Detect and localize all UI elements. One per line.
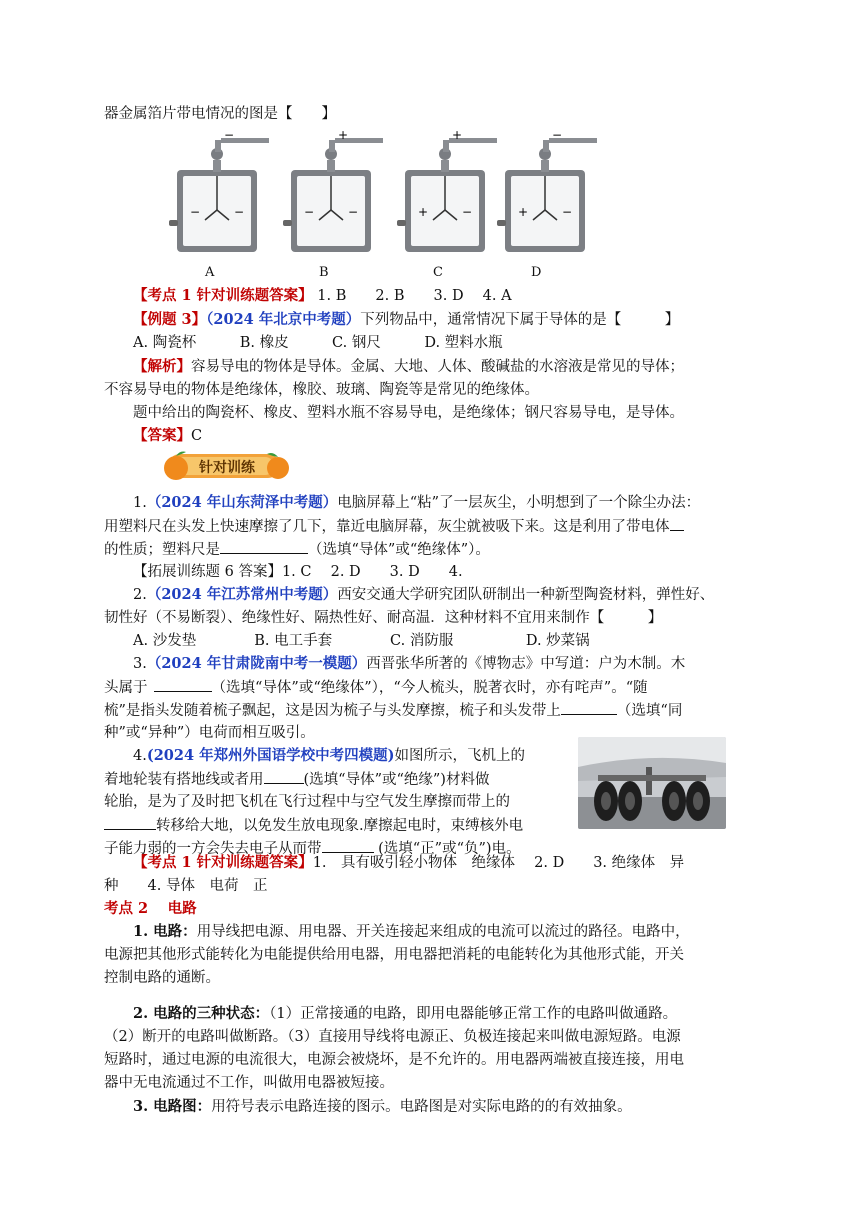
right-charge-sign: −	[461, 205, 473, 219]
electroscope-d	[493, 130, 603, 258]
left-charge-sign: +	[417, 205, 429, 219]
q3-text: 西晋张华所著的《博物志》中写道：户为木制。木	[366, 656, 686, 672]
q1-line-2	[104, 516, 684, 537]
right-charge-sign: −	[233, 205, 245, 219]
rod-collar	[327, 160, 335, 172]
right-charge-sign: −	[347, 205, 359, 219]
answer-key-2-line-2: 种 4. 导体 电荷 正	[104, 878, 268, 894]
left-charge-sign: −	[303, 205, 315, 219]
q4-blank-1[interactable]	[264, 769, 304, 784]
q2-number: 2.	[133, 587, 147, 603]
q2-options: A. 沙发垫 B. 电工手套 C. 消防服 D. 炒菜锅	[133, 633, 590, 649]
option-label-c: C	[433, 265, 443, 280]
rod-collar	[541, 160, 549, 172]
point-1-line-1	[133, 922, 690, 942]
side-knob	[397, 220, 406, 226]
q3-number: 3.	[133, 656, 147, 672]
example-3-question	[133, 310, 679, 330]
electroscope-b	[279, 130, 389, 258]
side-knob	[283, 220, 292, 226]
option-label-a: A	[205, 265, 215, 280]
point-2-text: （1）正常接通的电路，即用电器能够正常工作的电路叫做通路。	[269, 1006, 678, 1022]
q1-text-2: 用塑料尺在头发上快速摩擦了几下，靠近电脑屏幕，灰尘就被吸下来。这是利用了带电体	[104, 519, 670, 535]
top-charge-sign: −	[551, 130, 563, 142]
example-3-options: A. 陶瓷杯 B. 橡皮 C. 钢尺 D. 塑料水瓶	[133, 335, 503, 351]
option-label-d: D	[531, 265, 542, 280]
q4-blank-3[interactable]	[322, 838, 374, 853]
side-knob	[497, 220, 506, 226]
q4-line-4	[104, 815, 523, 836]
q1-blank-1[interactable]	[670, 516, 684, 531]
point-1-text: 用导线把电源、用电器、开关连接起来组成的电流可以流过的路径。电路中，	[196, 924, 690, 940]
q3-line-4: 种”或“异种”）电荷而相互吸引。	[104, 725, 315, 741]
q1-text-3: 的性质；塑料尺是	[104, 542, 220, 558]
point-2-line-2: （2）断开的电路叫做断路。（3）直接用导线将电源正、负极连接起来叫做电源短路。电源	[104, 1029, 681, 1045]
electroscope-a	[165, 130, 275, 258]
analysis-line-1	[133, 357, 684, 377]
q2-line-2: 韧性好（不易断裂）、绝缘性好、隔热性好、耐高温．这种材料不宜用来制作【 】	[104, 610, 663, 626]
point-1-line-2: 电源把其他形式能转化为电能提供给用电器，用电器把消耗的电能转化为其他形式能，开关	[104, 947, 684, 963]
top-charge-sign: −	[223, 130, 235, 142]
q4-text-4: 转移给大地，以免发生放电现象.摩擦起电时，束缚核外电	[156, 818, 524, 834]
analysis-line-2: 不容易导电的物体是绝缘体，橡胶、玻璃、陶瓷等是常见的绝缘体。	[104, 382, 539, 398]
q1-number: 1.	[133, 495, 147, 511]
q2-line-1	[133, 585, 714, 605]
q4-line-1	[133, 746, 525, 766]
q4-text-6: (选填“正”或“负”)电。	[373, 841, 521, 857]
point-2-line-4: 器中无电流通过不工作，叫做用电器被短接。	[104, 1075, 394, 1091]
q4-source: (2024 年郑州外国语学校中考四模题)	[146, 747, 395, 764]
q3-line-2	[104, 677, 648, 698]
q3-text-4: 梳”是指头发随着梳子飘起，这是因为梳子与头发摩擦，梳子和头发带上	[104, 703, 561, 719]
answer-key-1	[133, 286, 512, 306]
answer-value: C	[191, 428, 203, 444]
electroscope-c	[393, 130, 503, 258]
q3-line-1	[133, 654, 685, 674]
q1-text: 电脑屏幕上“粘”了一层灰尘，小明想到了一个除尘办法：	[337, 495, 701, 511]
rod-upper	[329, 140, 335, 152]
q4-blank-2[interactable]	[104, 815, 156, 830]
answer-key-2-line-1	[133, 853, 684, 873]
section-2-title: 考点 2 电路	[104, 900, 197, 917]
example-source: （2024 年北京中考题）	[206, 311, 361, 328]
right-charge-sign: −	[561, 205, 573, 219]
q3-blank-2[interactable]	[561, 700, 617, 715]
top-charge-sign: +	[451, 130, 463, 142]
top-charge-sign: +	[337, 130, 349, 142]
q1-source: （2024 年山东菏泽中考题）	[146, 494, 338, 511]
analysis-line-3: 题中给出的陶瓷杯、橡皮、塑料水瓶不容易导电，是绝缘体；钢尺容易导电，是导体。	[133, 405, 684, 421]
rod-collar	[441, 160, 449, 172]
q4-text-2: 着地轮装有搭地线或者用	[104, 772, 264, 788]
answer-label: 【答案】	[133, 427, 191, 444]
point-1-label: 1. 电路：	[133, 923, 197, 940]
point-3-text: 用符号表示电路连接的图示。电路图是对实际电路的的有效抽象。	[211, 1099, 632, 1115]
q4-line-3: 轮胎，是为了及时把飞机在飞行过程中与空气发生摩擦而带上的	[104, 794, 510, 810]
q4-number: 4.	[133, 748, 147, 764]
q1-text-4: （选填“导体”或“绝缘体”）。	[308, 542, 490, 558]
extension-answer: 【拓展训练题 6 答案】1. C 2. D 3. D 4.	[133, 564, 463, 580]
q2-source: （2024 年江苏常州中考题）	[146, 586, 338, 603]
q4-text-5: 子能力弱的一方会失去电子从而带	[104, 841, 322, 857]
q3-text-2: 头属于	[104, 680, 148, 696]
rod-upper	[543, 140, 549, 152]
q2-text: 西安交通大学研究团队研制出一种新型陶瓷材料，弹性好、	[337, 587, 715, 603]
point-2-line-3: 短路时，通过电源的电流很大，电源会被烧坏，是不允许的。用电器两端被直接连接，用电	[104, 1052, 684, 1068]
point-3-line-1	[133, 1097, 632, 1117]
point-2-line-1	[133, 1004, 677, 1024]
rod-collar	[213, 160, 221, 172]
side-knob	[169, 220, 178, 226]
rod-upper	[215, 140, 221, 152]
airplane-landing-gear-image	[578, 737, 726, 829]
answer-key-label: 【考点 1 针对训练题答案】	[133, 287, 313, 304]
q3-line-3	[104, 700, 682, 721]
example-text: 下列物品中，通常情况下属于导体的是【 】	[360, 312, 680, 328]
q4-text-3: (选填“导体”或“绝缘”)材料做	[303, 772, 490, 788]
q3-blank-1[interactable]	[154, 677, 212, 692]
q4-text: 如图所示，飞机上的	[394, 748, 525, 764]
analysis-label: 【解析】	[133, 358, 191, 375]
practice-badge	[160, 448, 290, 484]
option-label-b: B	[319, 265, 329, 280]
left-charge-sign: −	[189, 205, 201, 219]
q3-text-5: （选填“同	[616, 703, 683, 719]
answer-line	[133, 426, 202, 446]
answer-key-2-label: 【考点 1 针对训练题答案】	[133, 854, 313, 871]
analysis-text: 容易导电的物体是导体。金属、大地、人体、酸碱盐的水溶液是常见的导体；	[191, 359, 684, 375]
example-label: 【例题 3】	[133, 311, 207, 328]
q3-source: （2024 年甘肃陇南中考一模题）	[146, 655, 367, 672]
q1-line-1	[133, 493, 700, 513]
rod-upper	[443, 140, 449, 152]
q4-line-2	[104, 769, 489, 790]
point-2-label: 2. 电路的三种状态：	[133, 1005, 270, 1022]
q1-line-3	[104, 539, 490, 560]
q1-blank-2[interactable]	[220, 539, 308, 554]
badge-text: 针对训练	[199, 460, 255, 476]
point-1-line-3: 控制电路的通断。	[104, 970, 220, 986]
left-charge-sign: +	[517, 205, 529, 219]
answer-key-2-text: 1. 具有吸引轻小物体 绝缘体 2. D 3. 绝缘体 异	[312, 855, 685, 871]
point-3-label: 3. 电路图：	[133, 1098, 212, 1115]
question-stem-end: 器金属箔片带电情况的图是【 】	[104, 106, 336, 122]
q3-text-3: （选填“导体”或“绝缘体”），“今人梳头，脱著衣时，亦有咤声”。“随	[211, 680, 648, 696]
answer-key-text: 1. B 2. B 3. D 4. A	[312, 288, 512, 304]
